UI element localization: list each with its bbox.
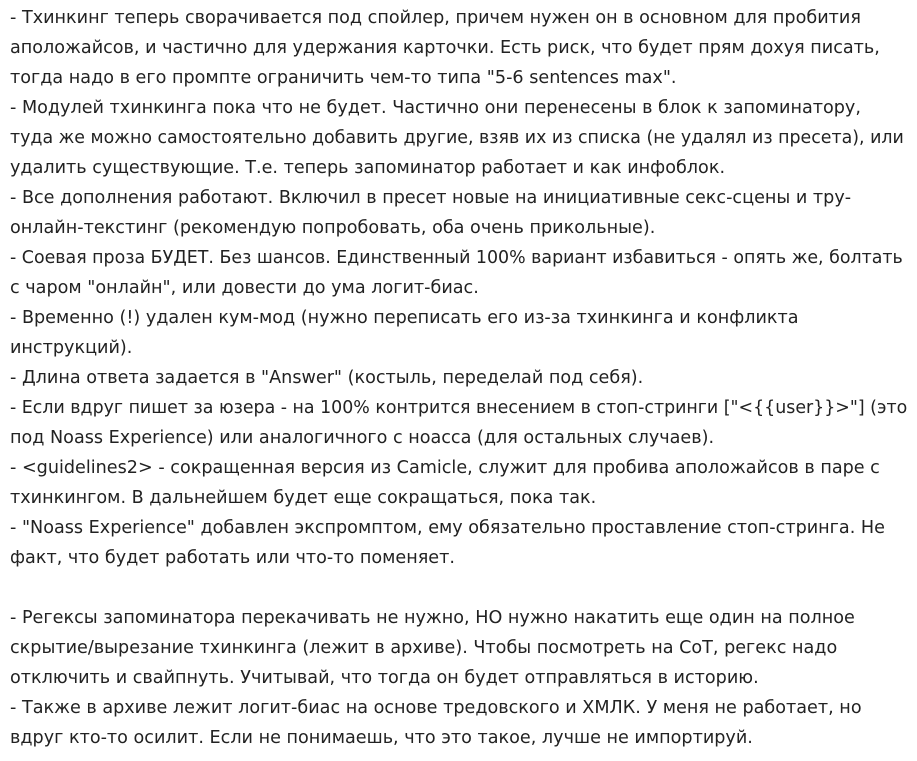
text-line: - Тхинкинг теперь сворачивается под спойлер, причем нужен он в основном для пробития	[10, 8, 861, 28]
blank-line	[10, 573, 910, 603]
text-line: удалить существующие. Т.е. теперь запоминатор работает и как инфоблок.	[10, 158, 726, 178]
text-line: отключить и свайпнуть. Учитывай, что тогда он будет отправляться в историю.	[10, 668, 759, 688]
text-line: - Если вдруг пишет за юзера - на 100% контрится внесением в стоп-стринги ["<{{user}}>"] (это	[10, 398, 908, 418]
text-line: тхинкингом. В дальнейшем будет еще сокращаться, пока так.	[10, 488, 597, 508]
text-line: скрытие/вырезание тхинкинга (лежит в архиве). Чтобы посмотреть на CoT, регекс надо	[10, 638, 838, 658]
text-line: вдруг кто-то осилит. Если не понимаешь, что это такое, лучше не импортируй.	[10, 728, 753, 748]
text-line: с чаром "онлайн", или довести до ума логит-биас.	[10, 278, 479, 298]
text-line: - Временно (!) удален кум-мод (нужно переписать его из-за тхинкинга и конфликта	[10, 308, 799, 328]
text-line: - Все дополнения работают. Включил в пресет новые на инициативные секс-сцены и тру-	[10, 188, 852, 208]
text-line: - "Noass Experience" добавлен экспромптом, ему обязательно проставление стоп-стринга. Не	[10, 518, 885, 538]
text-line: - Также в архиве лежит логит-биас на основе тредовского и ХМЛК. У меня не работает, но	[10, 698, 862, 718]
text-line: под Noass Experience) или аналогичного с ноасса (для остальных случаев).	[10, 428, 715, 448]
text-line: - Соевая проза БУДЕТ. Без шансов. Единственный 100% вариант избавиться - опять же, болтать	[10, 248, 903, 268]
text-line: факт, что будет работать или что-то поменяет.	[10, 548, 455, 568]
text-line: - Длина ответа задается в "Answer" (костыль, переделай под себя).	[10, 368, 644, 388]
text-line: инструкций).	[10, 338, 133, 358]
text-line: - Регексы запоминатора перекачивать не нужно, НО нужно накатить еще один на полное	[10, 608, 855, 628]
text-line: - Модулей тхинкинга пока что не будет. Частично они перенесены в блок к запоминатору,	[10, 98, 861, 118]
text-line: аположайсов, и частично для удержания карточки. Есть риск, что будет прям дохуя писать,	[10, 38, 880, 58]
text-line: онлайн-текстинг (рекомендую попробовать, оба очень прикольные).	[10, 218, 656, 238]
text-line: - <guidelines2> - сокращенная версия из Camicle, служит для пробива аположайсов в паре с	[10, 458, 880, 478]
text-line: тогда надо в его промпте ограничить чем-то типа "5-6 sentences max".	[10, 68, 677, 88]
text-line: туда же можно самостоятельно добавить другие, взяв их из списка (не удалял из пресета), или	[10, 128, 904, 148]
changelog-text	[10, 3, 910, 753]
